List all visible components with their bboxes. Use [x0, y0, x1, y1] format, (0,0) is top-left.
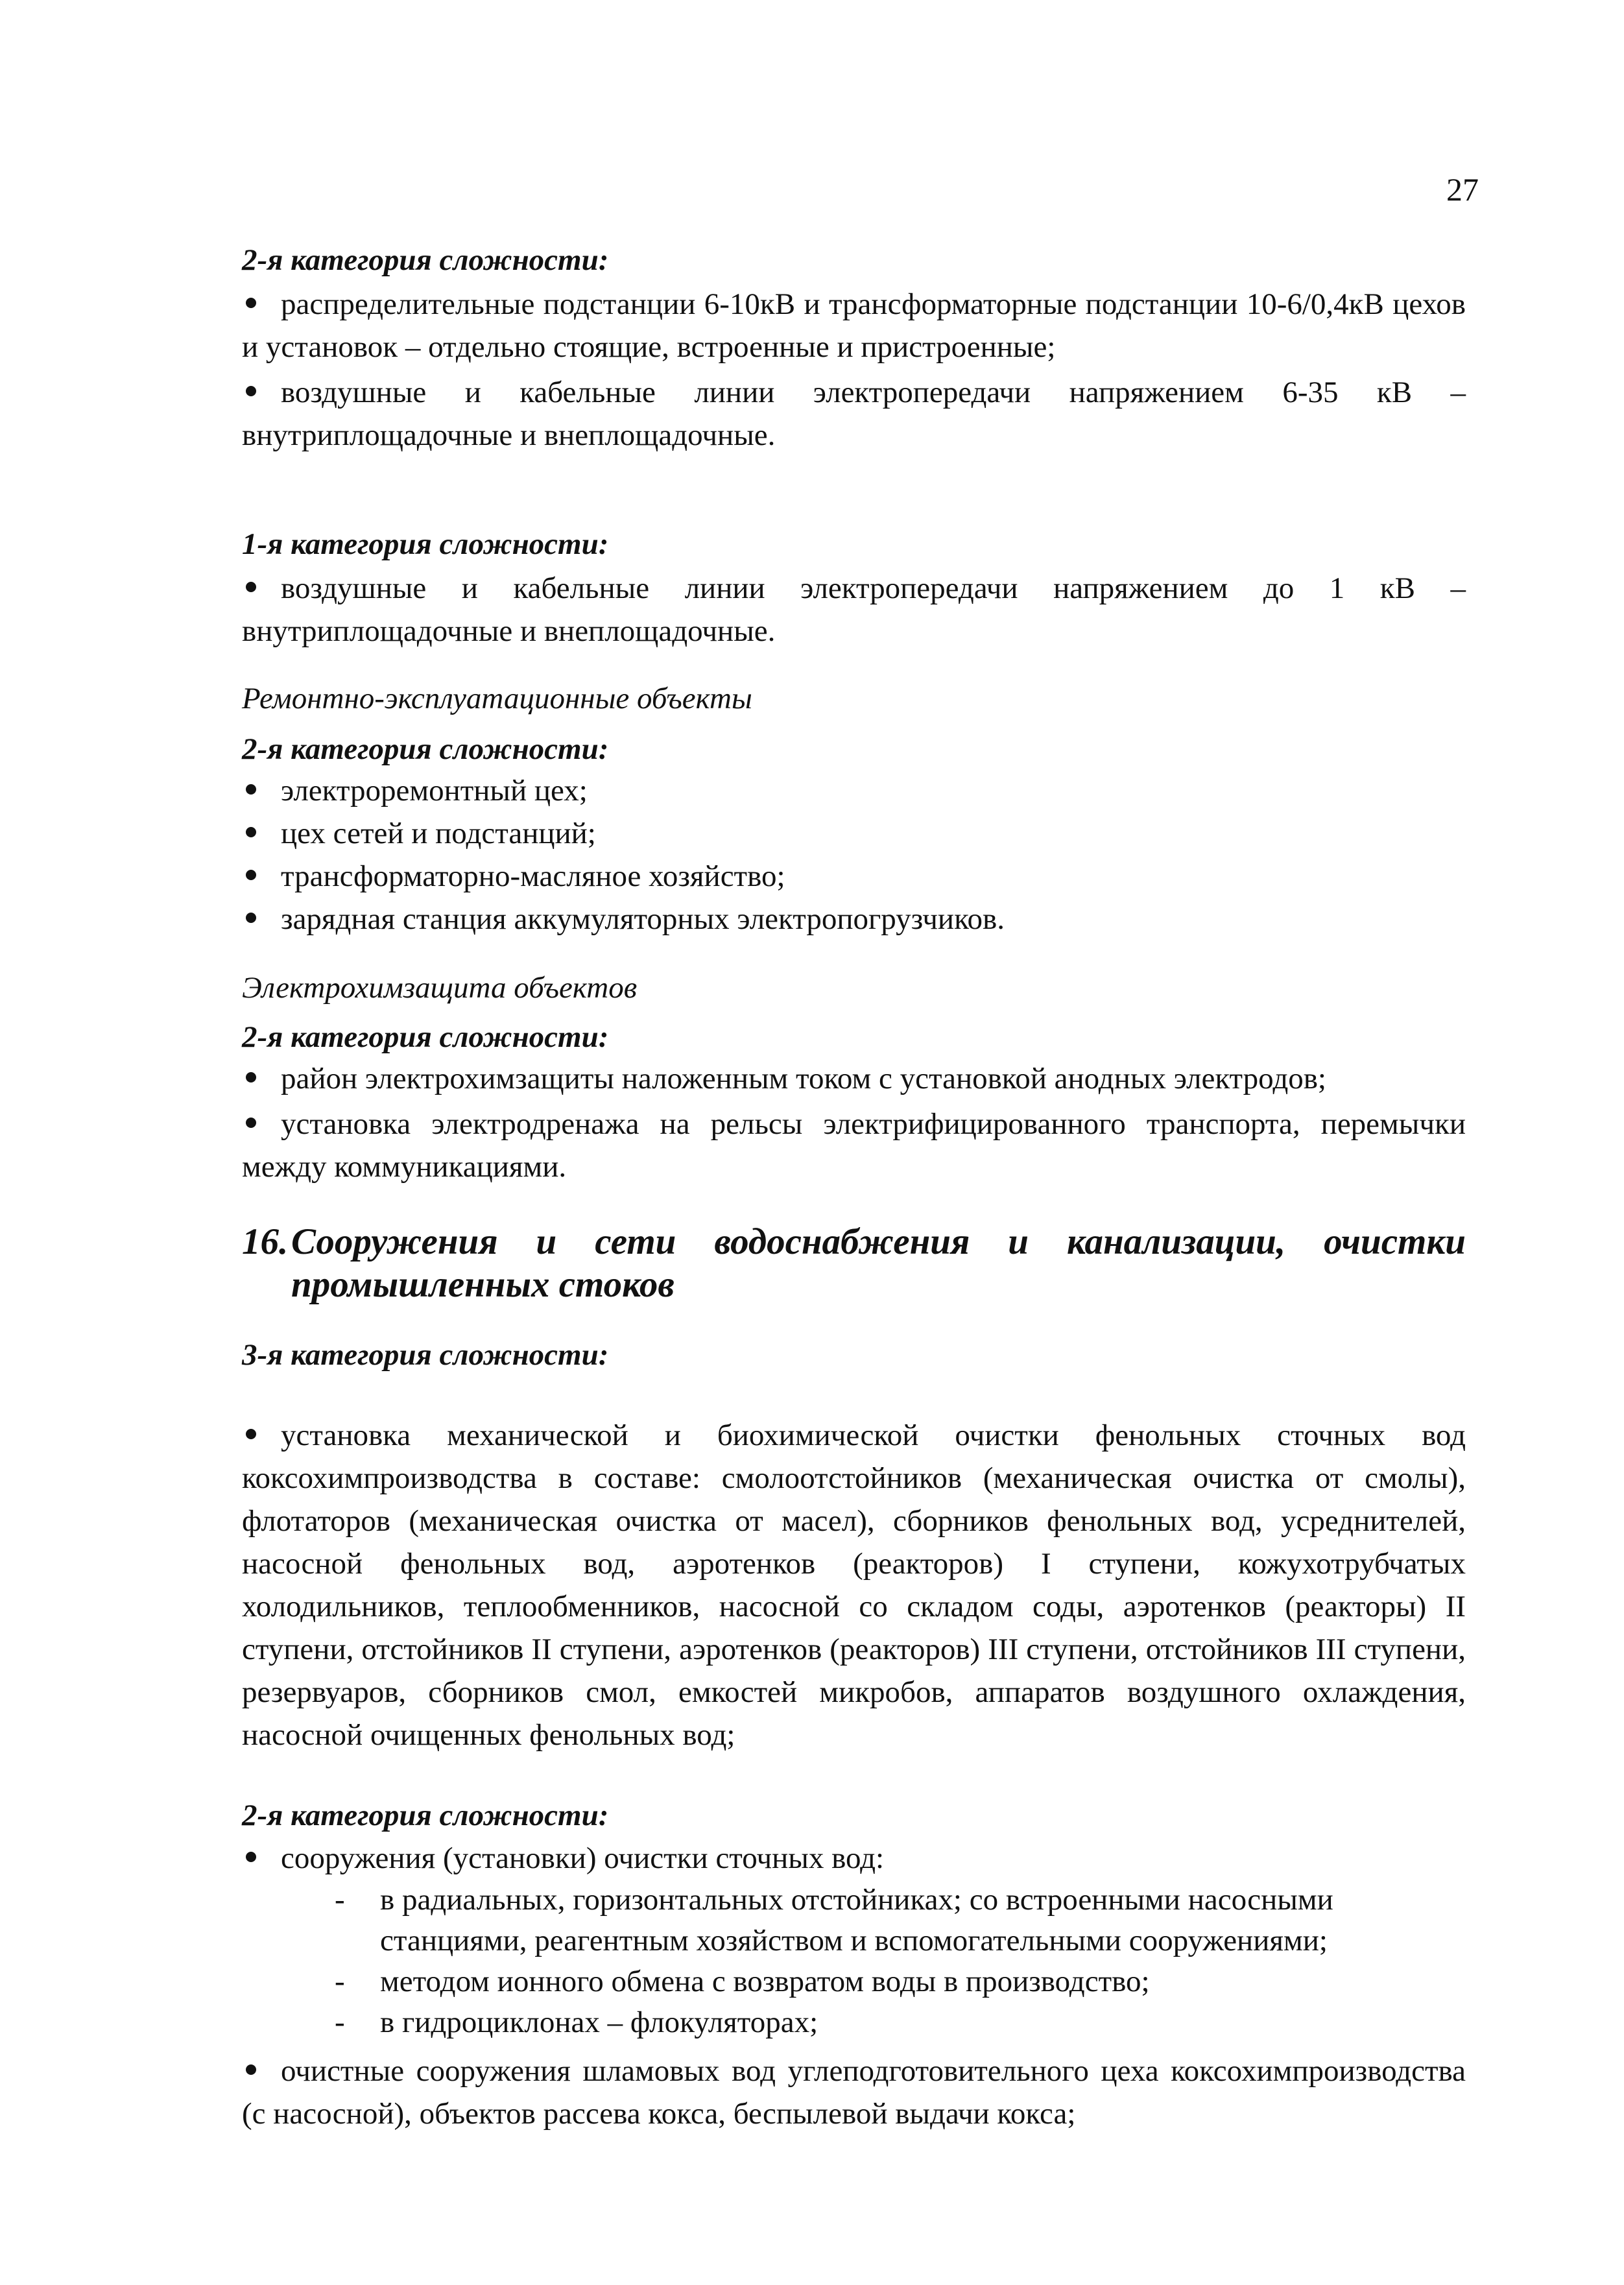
section-number: 16.: [242, 1221, 289, 1262]
subsection-title: Ремонтно-эксплуатационные объекты: [242, 682, 752, 715]
list-item: район электрохимзащиты наложенным током с установкой анодных электродов;: [242, 1057, 1466, 1100]
bullet-icon: [246, 298, 256, 308]
dash-marker: -: [335, 1965, 345, 1998]
list-item: установка механической и биохимической очистки фенольных сточных вод коксохимпроизводства в составе: смолоотстойников (механическая очистка от смолы), флотаторов (механическая очистка от масел), сборников фенольных вод, усреднителей, насосной фенольных вод, аэротенков (реакторов) I ступени, кожухотрубчатых холодильников, теплообменников, насосной со складом соды, аэротенков (реакторы) II ступени, отстойников II ступени, аэротенков (реакторов) III ступени, отстойников III ступени, резервуаров, сборников смол, емкостей микробов, аппаратов воздушного охлаждения, насосной очищенных фенольных вод;: [242, 1418, 1466, 1752]
category-heading: 2-я категория сложности:: [242, 243, 609, 277]
category-heading: 1-я категория сложности:: [242, 527, 609, 561]
bullet-icon: [246, 1072, 256, 1083]
section-title: Сооружения и сети водоснабжения и канализации, очистки промышленных стоков: [291, 1221, 1466, 1305]
bullet-icon: [246, 1118, 256, 1128]
bullet-icon: [246, 582, 256, 592]
list-item: очистные сооружения шламовых вод углеподготовительного цеха коксохимпроизводства (с насосной), объектов рассева кокса, беспылевой выдачи кокса;: [242, 2054, 1466, 2131]
list-item: воздушные и кабельные линии электропередачи напряжением 6-35 кВ – внутриплощадочные и внеплощадочные.: [242, 376, 1466, 452]
sub-list-item: - в радиальных, горизонтальных отстойниках; со встроенными насосными станциями, реагентным хозяйством и вспомогательными сооружениями;: [242, 1880, 1466, 1961]
list-item: зарядная станция аккумуляторных электропогрузчиков.: [242, 898, 1466, 940]
bullet-icon: [246, 386, 256, 396]
bullet-icon: [246, 870, 256, 880]
document-body: [242, 240, 1466, 2135]
category-heading: 3-я категория сложности:: [242, 1338, 609, 1372]
list-item: цех сетей и подстанций;: [242, 812, 1466, 855]
sub-list-item: - методом ионного обмена с возвратом воды в производство;: [242, 1961, 1466, 2002]
list-item: воздушные и кабельные линии электропередачи напряжением до 1 кВ – внутриплощадочные и внеплощадочные.: [242, 571, 1466, 648]
bullet-icon: [246, 2064, 256, 2075]
bullet-icon: [246, 1429, 256, 1439]
category-heading: 2-я категория сложности:: [242, 1020, 609, 1054]
category-heading: 2-я категория сложности:: [242, 1799, 609, 1832]
bullet-icon: [246, 913, 256, 923]
page-number: 27: [1446, 171, 1479, 208]
list-item: сооружения (установки) очистки сточных вод:: [242, 1837, 1466, 1880]
list-item: установка электродренажа на рельсы электрифицированного транспорта, перемычки между коммуникациями.: [242, 1107, 1466, 1184]
dash-marker: -: [335, 1883, 345, 1917]
bullet-icon: [246, 827, 256, 837]
list-item: распределительные подстанции 6-10кВ и трансформаторные подстанции 10-6/0,4кВ цехов и установок – отдельно стоящие, встроенные и пристроенные;: [242, 287, 1466, 364]
list-item: трансформаторно-масляное хозяйство;: [242, 855, 1466, 898]
bullet-icon: [246, 784, 256, 795]
section-heading: [242, 1221, 1466, 1306]
category-heading: 2-я категория сложности:: [242, 732, 609, 766]
subsection-title: Электрохимзащита объектов: [242, 971, 638, 1005]
bullet-icon: [246, 1852, 256, 1862]
list-item: электроремонтный цех;: [242, 769, 1466, 812]
sub-list-item: - в гидроциклонах – флокуляторах;: [242, 2002, 1466, 2043]
dash-marker: -: [335, 2005, 345, 2039]
